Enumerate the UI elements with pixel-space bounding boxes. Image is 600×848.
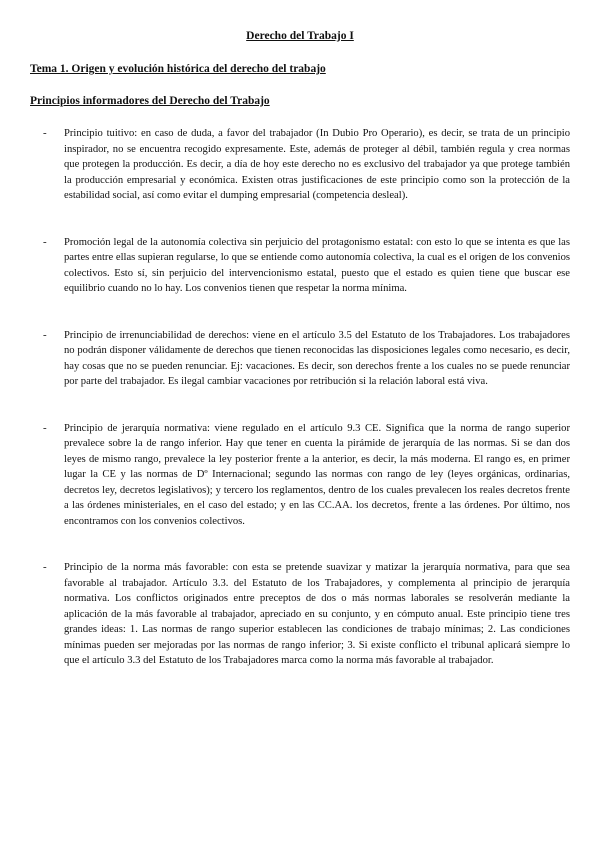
list-item bbox=[0, 328, 600, 390]
list-item bbox=[0, 560, 600, 669]
principles-list bbox=[0, 126, 600, 700]
list-item bbox=[0, 126, 600, 204]
bullet-marker: - bbox=[43, 235, 47, 248]
list-item bbox=[0, 235, 600, 297]
list-item bbox=[0, 421, 600, 530]
bullet-marker: - bbox=[43, 561, 47, 573]
document-title: Derecho del Trabajo I bbox=[246, 30, 354, 42]
section-title: Tema 1. Origen y evolución histórica del derecho del trabajo bbox=[30, 63, 326, 75]
principle-autonomia-colectiva-text: Promoción legal de la autonomía colectiva sin perjuicio del protagonismo estatal: con esto lo que se intenta es que las partes entre ellas supieran regularse, lo que se entiende como autonomía colectiva, la cual es el origen de los convenios colectivos. Esto sí, sin perjuicio del intervencionismo estatal, puesto que el estado es quien tiene que buscar ese equilibrio cuando no lo hay. Los convenios tienen que respetar la norma mínima. bbox=[64, 236, 570, 294]
principle-tuitivo-text: Principio tuitivo: en caso de duda, a favor del trabajador (In Dubio Pro Operario), es decir, se trata de un principio inspirador, no se encuentra recogido expresamente. Este, además de proteger al débil, también regula y crea normas que protegen la producción. Es decir, a día de hoy este derecho no es exclusivo del trabajador ya que protege también la producción empresarial y económica. Existen otras justificaciones de este principio como son la protección de la estabilidad social, así como evitar el dumping empresarial (competencia desleal). bbox=[64, 128, 570, 201]
bullet-marker: - bbox=[43, 127, 47, 139]
principle-irrenunciabilidad-text: Principio de irrenunciabilidad de derechos: viene en el artículo 3.5 del Estatuto de los Trabajadores. Los trabajadores no podrán disponer válidamente de derechos que tienen reconocidas las disposiciones legales como necesario, es decir, hay cosas que no se pueden renunciar. Ej: vacaciones. Es decir, son derechos frente a los cuales no se puede renunciar por parte del trabajador. Es ilegal cambiar vacaciones por retribución si la relación laboral está viva. bbox=[64, 329, 570, 387]
bullet-marker: - bbox=[43, 421, 47, 434]
principle-jerarquia-normativa-text: Principio de jerarquía normativa: viene regulado en el artículo 9.3 CE. Significa que la norma de rango superior prevalece sobre la de rango inferior. Hay que tener en cuenta la pirámide de jerarquía de las normas. Si se dan dos leyes de mismo rango, prevalece la ley posterior frente a la anterior, es decir, la más moderna. El rango es, en primer lugar la CE y las normas de Dº Internacional; segundo las normas con rango de ley (leyes orgánicas, ordinarias, decretos ley, decretos legislativos); y tercero los reglamentos, dentro de los cuales prevalecen los reales decretos frente a las órdenes ministeriales, en el caso del estado; y en las CC.AA. los decretos, frente a las órdenes. Por último, nos encontramos con los convenios colectivos. bbox=[64, 422, 570, 527]
bullet-marker: - bbox=[43, 328, 47, 341]
principle-norma-mas-favorable-text: Principio de la norma más favorable: con esta se pretende suavizar y matizar la jerarquía normativa, para que sea favorable al trabajador. Artículo 3.3. del Estatuto de los Trabajadores, y complementa al principio de jerarquía normativa. Los conflictos originados entre preceptos de dos o más normas laborales se resolverán mediante la aplicación de la más favorable al trabajador, apreciado en su conjunto, y en cómputo anual. Este principio tiene tres grandes ideas: 1. Las normas de rango superior establecen las condiciones de trabajo mínimas; 2. Las condiciones mínimas pueden ser mejoradas por las normas de rango inferior; 3. Si existe conflicto el tribunal aplicará siempre lo que el artículo 3.3 del Estatuto de los Trabajadores marca como la norma más favorable al trabajador. bbox=[64, 562, 570, 666]
subsection-title: Principios informadores del Derecho del Trabajo bbox=[30, 95, 270, 107]
